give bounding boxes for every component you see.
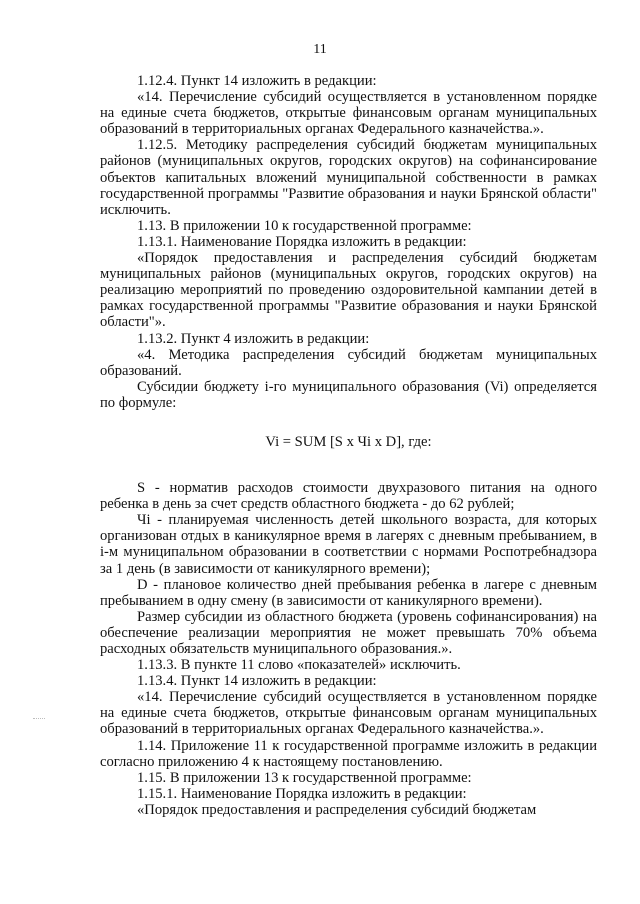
document-body — [100, 73, 597, 818]
paragraph-1-13: 1.13. В приложении 10 к государственной программе: — [137, 217, 472, 234]
page-number: 11 — [313, 42, 327, 57]
paragraph-1-12-4: 1.12.4. Пункт 14 изложить в редакции: — [137, 73, 377, 89]
paragraph-1-13-3: 1.13.3. В пункте 11 слово «показателей» исключить. — [137, 657, 461, 674]
paragraph-1-13-2: 1.13.2. Пункт 4 изложить в редакции: — [137, 330, 370, 347]
paragraph-ch-definition: Чi - планируемая численность детей школьного возраста, для которых организован отдых в каникулярное время в лагерях с дневным пребыванием, в i-м муниципальном образовании в соответствии с нормами Роспотребнадзора за 1 день (в зависимости от каникулярного времени); — [100, 512, 597, 577]
paragraph-1-14: 1.14. Приложение 11 к государственной программе изложить в редакции согласно приложению 4 к настоящему постановлению. — [100, 737, 597, 770]
paragraph-1-12-5: 1.12.5. Методику распределения субсидий бюджетам муниципальных районов (муниципальных округов, городских округов) на софинансирование объектов капитальных вложений муниципальной собственности в рамках государственной программы "Развитие образования и науки Брянской области" исключить. — [100, 137, 597, 218]
paragraph-methodology: «4. Методика распределения субсидий бюджетам муниципальных образований. — [100, 346, 597, 379]
paragraph-procedure-title-2: «Порядок предоставления и распределения субсидий бюджетам — [137, 801, 537, 818]
paragraph-subsidy-size: Размер субсидии из областного бюджета (уровень софинансирования) на обеспечение реализации мероприятия не может превышать 70% объема расходных обязательств муниципального образования.». — [100, 608, 597, 657]
paragraph-subsidy-definition: Субсидии бюджету i-го муниципального образования (Vi) определяется по формуле: — [100, 378, 597, 411]
paragraph-s-definition: S - норматив расходов стоимости двухразового питания на одного ребенка в день за счет средств областного бюджета - до 62 рублей; — [100, 480, 597, 513]
paragraph-procedure-title: «Порядок предоставления и распределения субсидий бюджетам муниципальных районов (муниципальных округов, городских округов) на реализацию мероприятий по проведению оздоровительной кампании детей в рамках государственной программы "Развитие образования и науки Брянской области"». — [100, 250, 597, 331]
paragraph-1-15: 1.15. В приложении 13 к государственной программе: — [137, 769, 472, 786]
scan-mark — [33, 718, 45, 721]
formula: Vi = SUM [S х Чi х D], где: — [265, 433, 432, 450]
paragraph-quote-14-repeat: «14. Перечисление субсидий осуществляется в установленном порядке на единые счета бюджетов, открытые финансовым органам муниципальных образований в территориальных органах Федерального казначейства.». — [100, 689, 597, 738]
paragraph-quote-14: «14. Перечисление субсидий осуществляется в установленном порядке на единые счета бюджетов, открытые финансовым органам муниципальных образований в территориальных органах Федерального казначейства.». — [100, 89, 597, 138]
paragraph-1-13-4: 1.13.4. Пункт 14 изложить в редакции: — [137, 673, 377, 690]
paragraph-1-13-1: 1.13.1. Наименование Порядка изложить в редакции: — [137, 233, 467, 250]
paragraph-1-15-1: 1.15.1. Наименование Порядка изложить в редакции: — [137, 785, 467, 802]
paragraph-d-definition: D - плановое количество дней пребывания ребенка в лагере с дневным пребыванием в одну смену (в зависимости от каникулярного времени). — [100, 576, 597, 609]
